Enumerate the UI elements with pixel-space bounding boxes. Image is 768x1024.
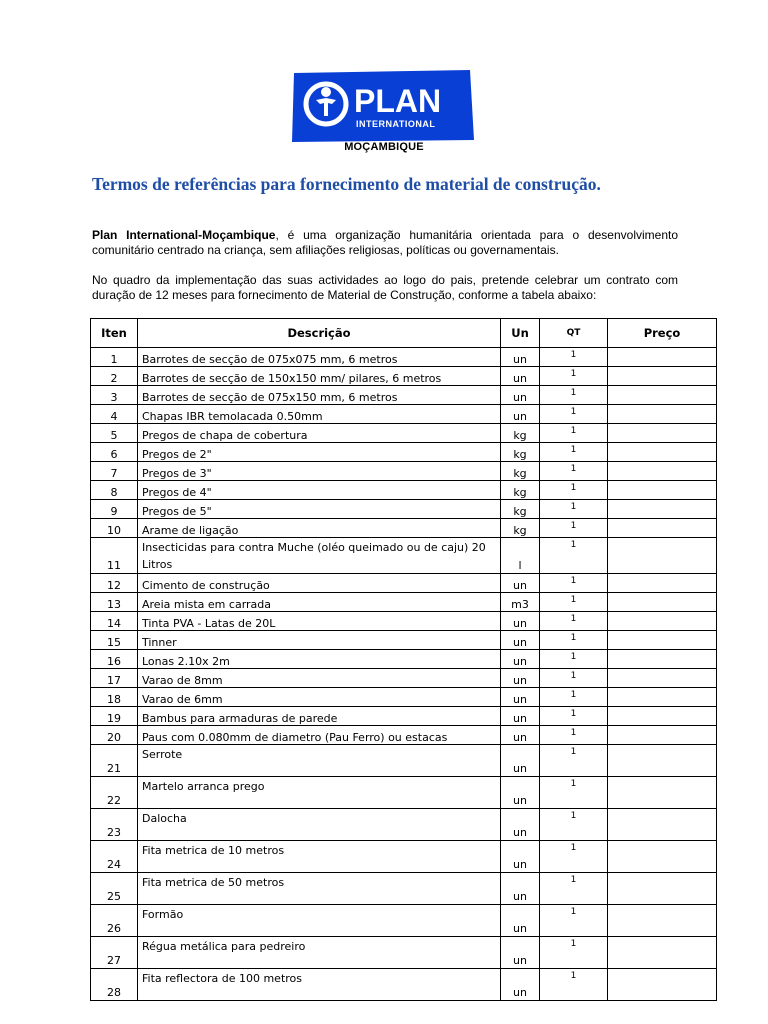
table-row (91, 538, 717, 574)
cell-item: 24 (91, 841, 138, 873)
cell-price (608, 873, 717, 905)
cell-description: Pregos de 3" (138, 462, 501, 481)
cell-item: 23 (91, 809, 138, 841)
cell-quantity: 1 (540, 631, 608, 650)
cell-unit: m3 (501, 593, 540, 612)
cell-item: 6 (91, 443, 138, 462)
cell-item: 27 (91, 937, 138, 969)
header-item: Iten (91, 319, 138, 348)
table-row (91, 367, 717, 386)
intro-paragraph (92, 228, 678, 258)
table-row (91, 462, 717, 481)
cell-quantity: 1 (540, 443, 608, 462)
cell-description: Tinner (138, 631, 501, 650)
cell-quantity: 1 (540, 726, 608, 745)
cell-unit: un (501, 745, 540, 777)
cell-item: 12 (91, 574, 138, 593)
cell-quantity: 1 (540, 969, 608, 1001)
table-row (91, 612, 717, 631)
cell-unit: kg (501, 462, 540, 481)
cell-item: 21 (91, 745, 138, 777)
cell-price (608, 669, 717, 688)
cell-price (608, 538, 717, 574)
cell-price (608, 481, 717, 500)
cell-quantity: 1 (540, 481, 608, 500)
cell-item: 18 (91, 688, 138, 707)
cell-description: Pregos de 2" (138, 443, 501, 462)
cell-unit: un (501, 405, 540, 424)
cell-description: Dalocha (138, 809, 501, 841)
header-unit: Un (501, 319, 540, 348)
cell-description: Bambus para armaduras de parede (138, 707, 501, 726)
table-row (91, 631, 717, 650)
cell-unit: un (501, 669, 540, 688)
cell-unit: kg (501, 424, 540, 443)
cell-unit: un (501, 726, 540, 745)
table-row (91, 905, 717, 937)
cell-price (608, 707, 717, 726)
cell-unit: l (501, 538, 540, 574)
cell-quantity: 1 (540, 519, 608, 538)
cell-description: Varao de 6mm (138, 688, 501, 707)
cell-unit: un (501, 348, 540, 367)
cell-unit: un (501, 650, 540, 669)
document-title: Termos de referências para fornecimento de material de construção. (92, 174, 601, 194)
cell-price (608, 969, 717, 1001)
cell-unit: un (501, 809, 540, 841)
cell-description: Varao de 8mm (138, 669, 501, 688)
cell-quantity: 1 (540, 650, 608, 669)
cell-description: Cimento de construção (138, 574, 501, 593)
cell-quantity: 1 (540, 386, 608, 405)
cell-price (608, 809, 717, 841)
cell-quantity: 1 (540, 500, 608, 519)
table-row (91, 669, 717, 688)
cell-quantity: 1 (540, 905, 608, 937)
cell-quantity: 1 (540, 707, 608, 726)
cell-unit: un (501, 777, 540, 809)
cell-item: 19 (91, 707, 138, 726)
cell-item: 15 (91, 631, 138, 650)
cell-item: 17 (91, 669, 138, 688)
table-row (91, 593, 717, 612)
table-row (91, 937, 717, 969)
table-row (91, 745, 717, 777)
cell-quantity: 1 (540, 405, 608, 424)
cell-description: Areia mista em carrada (138, 593, 501, 612)
cell-quantity: 1 (540, 367, 608, 386)
cell-item: 8 (91, 481, 138, 500)
materials-table (90, 318, 717, 1001)
cell-item: 14 (91, 612, 138, 631)
cell-price (608, 841, 717, 873)
cell-price (608, 574, 717, 593)
cell-unit: un (501, 841, 540, 873)
cell-unit: un (501, 688, 540, 707)
table-body (91, 348, 717, 1001)
cell-unit: un (501, 873, 540, 905)
cell-price (608, 519, 717, 538)
cell-price (608, 726, 717, 745)
table-row (91, 519, 717, 538)
cell-unit: un (501, 969, 540, 1001)
table-row (91, 688, 717, 707)
cell-price (608, 688, 717, 707)
cell-description: Tinta PVA - Latas de 20L (138, 612, 501, 631)
cell-unit: un (501, 905, 540, 937)
cell-item: 2 (91, 367, 138, 386)
cell-item: 13 (91, 593, 138, 612)
cell-price (608, 612, 717, 631)
cell-quantity: 1 (540, 777, 608, 809)
cell-quantity: 1 (540, 538, 608, 574)
cell-unit: un (501, 367, 540, 386)
cell-unit: un (501, 631, 540, 650)
cell-unit: un (501, 574, 540, 593)
cell-description: Chapas IBR temolacada 0.50mm (138, 405, 501, 424)
cell-item: 28 (91, 969, 138, 1001)
cell-quantity: 1 (540, 462, 608, 481)
cell-price (608, 462, 717, 481)
cell-item: 25 (91, 873, 138, 905)
cell-unit: un (501, 707, 540, 726)
cell-item: 11 (91, 538, 138, 574)
cell-description: Fita metrica de 50 metros (138, 873, 501, 905)
cell-description: Barrotes de secção de 075x075 mm, 6 metros (138, 348, 501, 367)
cell-quantity: 1 (540, 669, 608, 688)
cell-description: Barrotes de secção de 150x150 mm/ pilares, 6 metros (138, 367, 501, 386)
table-row (91, 873, 717, 905)
cell-price (608, 348, 717, 367)
cell-quantity: 1 (540, 593, 608, 612)
cell-description: Fita metrica de 10 metros (138, 841, 501, 873)
table-row (91, 650, 717, 669)
plan-logo-graphic (292, 70, 474, 142)
cell-price (608, 386, 717, 405)
cell-unit: kg (501, 519, 540, 538)
cell-unit: un (501, 612, 540, 631)
header-quantity: QT (540, 319, 608, 348)
contract-paragraph: No quadro da implementação das suas actividades ao logo do pais, pretende celebrar um contrato com duração de 12 meses para fornecimento de Material de Construção, conforme a tabela abaixo: (92, 273, 678, 302)
cell-price (608, 937, 717, 969)
cell-price (608, 650, 717, 669)
table-row (91, 500, 717, 519)
table-row (91, 386, 717, 405)
cell-description: Arame de ligação (138, 519, 501, 538)
cell-item: 20 (91, 726, 138, 745)
cell-description: Régua metálica para pedreiro (138, 937, 501, 969)
cell-quantity: 1 (540, 873, 608, 905)
cell-quantity: 1 (540, 841, 608, 873)
cell-price (608, 367, 717, 386)
table-row (91, 481, 717, 500)
cell-item: 4 (91, 405, 138, 424)
cell-unit: un (501, 386, 540, 405)
cell-description: Pregos de 4" (138, 481, 501, 500)
table-row (91, 348, 717, 367)
cell-unit: kg (501, 481, 540, 500)
logo-country: MOÇAMBIQUE (344, 141, 424, 153)
cell-unit: un (501, 937, 540, 969)
cell-price (608, 593, 717, 612)
cell-item: 26 (91, 905, 138, 937)
cell-item: 22 (91, 777, 138, 809)
cell-item: 3 (91, 386, 138, 405)
cell-description: Insecticidas para contra Muche (oléo queimado ou de caju) 20 Litros (138, 538, 501, 574)
cell-quantity: 1 (540, 574, 608, 593)
table-row (91, 405, 717, 424)
cell-description: Lonas 2.10x 2m (138, 650, 501, 669)
intro-text: , é uma organização humanitária orientada para o desenvolvimento comunitário centrado na criança, sem afiliações religiosas, políticas ou governamentais. (92, 228, 678, 257)
logo-brand-sub-text: INTERNATIONAL (356, 119, 436, 129)
cell-quantity: 1 (540, 809, 608, 841)
cell-item: 9 (91, 500, 138, 519)
table-row (91, 969, 717, 1001)
table-row (91, 707, 717, 726)
cell-price (608, 745, 717, 777)
table-row (91, 777, 717, 809)
logo-brand-text: PLAN (354, 83, 442, 119)
plan-logo (292, 70, 474, 142)
header-description: Descrição (138, 319, 501, 348)
cell-quantity: 1 (540, 424, 608, 443)
cell-price (608, 631, 717, 650)
cell-quantity: 1 (540, 937, 608, 969)
cell-unit: kg (501, 500, 540, 519)
cell-price (608, 777, 717, 809)
cell-description: Serrote (138, 745, 501, 777)
cell-quantity: 1 (540, 612, 608, 631)
table-row (91, 809, 717, 841)
cell-price (608, 443, 717, 462)
cell-price (608, 500, 717, 519)
cell-description: Pregos de chapa de cobertura (138, 424, 501, 443)
cell-item: 5 (91, 424, 138, 443)
cell-unit: kg (501, 443, 540, 462)
cell-quantity: 1 (540, 348, 608, 367)
table-row (91, 424, 717, 443)
cell-quantity: 1 (540, 745, 608, 777)
cell-item: 16 (91, 650, 138, 669)
cell-description: Fita reflectora de 100 metros (138, 969, 501, 1001)
cell-description: Paus com 0.080mm de diametro (Pau Ferro) ou estacas (138, 726, 501, 745)
table-header-row (91, 319, 717, 348)
cell-price (608, 424, 717, 443)
cell-item: 1 (91, 348, 138, 367)
cell-price (608, 405, 717, 424)
org-name: Plan International-Moçambique (92, 228, 276, 242)
cell-description: Formão (138, 905, 501, 937)
header-price: Preço (608, 319, 717, 348)
cell-item: 7 (91, 462, 138, 481)
cell-price (608, 905, 717, 937)
table-row (91, 841, 717, 873)
cell-description: Barrotes de secção de 075x150 mm, 6 metros (138, 386, 501, 405)
cell-item: 10 (91, 519, 138, 538)
cell-description: Pregos de 5" (138, 500, 501, 519)
table-row (91, 574, 717, 593)
cell-quantity: 1 (540, 688, 608, 707)
table-row (91, 443, 717, 462)
cell-description: Martelo arranca prego (138, 777, 501, 809)
table-row (91, 726, 717, 745)
